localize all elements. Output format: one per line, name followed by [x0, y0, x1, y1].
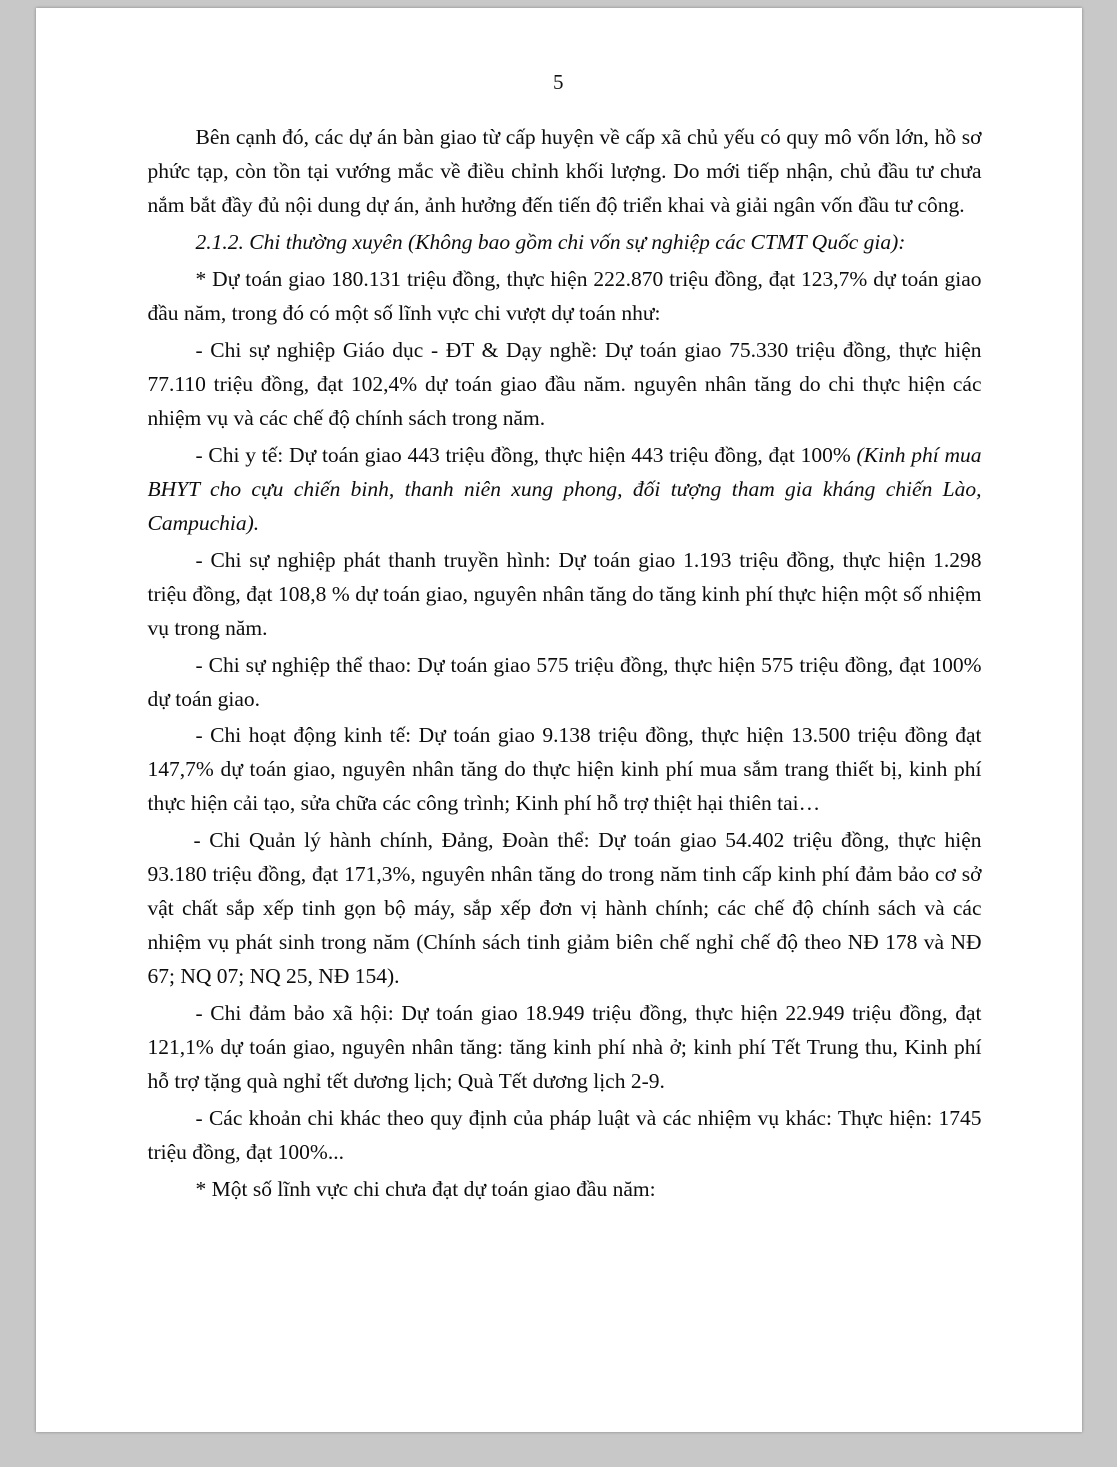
paragraph-economic-activity-spending: - Chi hoạt động kinh tế: Dự toán giao 9.138 triệu đồng, thực hiện 13.500 triệu đồng đạt 147,7% dự toán giao, nguyên nhân tăng do thực hiện kinh phí mua sắm trang thiết bị, kinh phí thực hiện cải tạo, sửa chữa các công trình; Kinh phí hỗ trợ thiệt hại thiên tai… [147, 723, 982, 816]
health-spending-plain: - Chi y tế: Dự toán giao 443 triệu đồng, thực hiện 443 triệu đồng, đạt 100% [195, 442, 857, 467]
document-page [36, 8, 1082, 1432]
paragraph-health-spending [148, 439, 982, 541]
paragraph-intro: Bên cạnh đó, các dự án bàn giao từ cấp huyện về cấp xã chủ yếu có quy mô vốn lớn, hồ sơ phức tạp, còn tồn tại vướng mắc về điều chỉnh khối lượng. Do mới tiếp nhận, chủ đầu tư chưa nắm bắt đầy đủ nội dung dự án, ảnh hưởng đến tiến độ triển khai và giải ngân vốn đầu tư công. [147, 125, 982, 217]
paragraph-other-spending: - Các khoản chi khác theo quy định của pháp luật và các nhiệm vụ khác: Thực hiện: 1745 triệu đồng, đạt 100%... [147, 1106, 982, 1165]
paragraph-social-security-spending: - Chi đảm bảo xã hội: Dự toán giao 18.949 triệu đồng, thực hiện 22.949 triệu đồng, đạt 121,1% dự toán giao, nguyên nhân tăng: tăng kinh phí nhà ở; kinh phí Tết Trung thu, Kinh phí hỗ trợ tặng quà nghỉ tết dương lịch; Quà Tết dương lịch 2-9. [147, 1001, 982, 1094]
paragraph-underachieved-note: * Một số lĩnh vực chi chưa đạt dự toán giao đầu năm: [195, 1177, 656, 1202]
paragraph-administration-spending: - Chi Quản lý hành chính, Đảng, Đoàn thể: Dự toán giao 54.402 triệu đồng, thực hiện 93.180 triệu đồng, đạt 171,3%, nguyên nhân tăng do trong năm tinh cấp kinh phí đảm bảo cơ sở vật chất sắp xếp tinh gọn bộ máy, sắp xếp đơn vị hành chính; các chế độ chính sách và các nhiệm vụ phát sinh trong năm (Chính sách tinh giảm biên chế nghỉ chế độ theo NĐ 178 và NĐ 67; NQ 07; NQ 25, NĐ 154). [147, 828, 982, 989]
paragraph-sports-spending: - Chi sự nghiệp thể thao: Dự toán giao 575 triệu đồng, thực hiện 575 triệu đồng, đạt 100% dự toán giao. [147, 652, 982, 711]
paragraph-education-spending: - Chi sự nghiệp Giáo dục - ĐT & Dạy nghề: Dự toán giao 75.330 triệu đồng, thực hiện 77.110 triệu đồng, đạt 102,4% dự toán giao đầu năm. nguyên nhân tăng do chi thực hiện các nhiệm vụ và các chế độ chính sách trong năm. [147, 337, 982, 430]
paragraph-broadcasting-spending: - Chi sự nghiệp phát thanh truyền hình: Dự toán giao 1.193 triệu đồng, thực hiện 1.298 triệu đồng, đạt 108,8 % dự toán giao, nguyên nhân tăng do tăng kinh phí thực hiện một số nhiệm vụ trong năm. [147, 547, 982, 640]
paragraph-budget-summary: * Dự toán giao 180.131 triệu đồng, thực hiện 222.870 triệu đồng, đạt 123,7% dự toán giao đầu năm, trong đó có một số lĩnh vực chi vượt dự toán như: [147, 266, 982, 325]
health-spending-note: (Kinh phí mua BHYT cho cựu chiến binh, thanh niên xung phong, đối tượng tham gia kháng chiến Lào, Campuchia). [147, 442, 982, 535]
heading-2-1-2: 2.1.2. Chi thường xuyên (Không bao gồm chi vốn sự nghiệp các CTMT Quốc gia): [195, 229, 906, 254]
page-number: 5 [553, 70, 564, 94]
document-body [36, 121, 1082, 1207]
